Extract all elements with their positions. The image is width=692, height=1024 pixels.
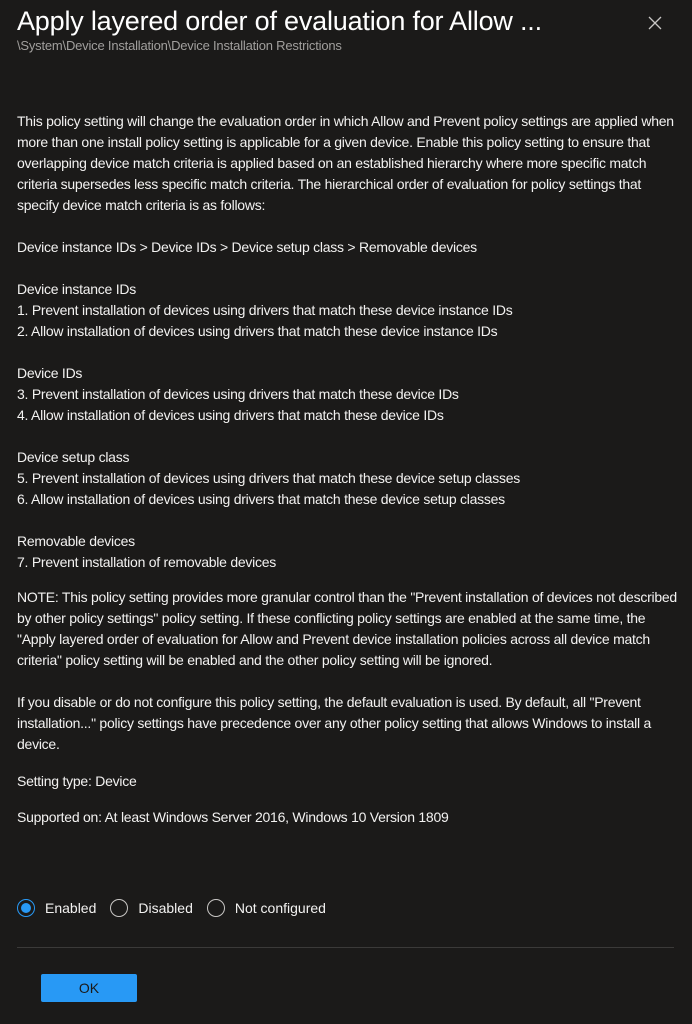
hierarchy-line: Device instance IDs > Device IDs > Device setup class > Removable devices [17,239,477,255]
breadcrumb: \System\Device Installation\Device Installation Restrictions [17,38,342,53]
radio-checked-icon[interactable] [17,899,35,917]
dialog-header [17,0,637,54]
group-item: 5. Prevent installation of devices using drivers that match these device setup classes [17,470,520,486]
ok-button[interactable]: OK [41,974,137,1002]
group-device-setup-class [17,447,677,510]
group-removable-devices [17,531,677,573]
radio-not-configured[interactable] [207,899,326,917]
policy-description [17,111,677,828]
disable-info-paragraph: If you disable or do not configure this policy setting, the default evaluation is used. By default, all "Prevent installation..." policy settings have precedence over any other policy setting that allows Windows to install a device. [17,694,652,752]
group-device-ids [17,363,677,426]
intro-paragraph: This policy setting will change the evaluation order in which Allow and Prevent policy settings are applied when more than one install policy setting is applicable for a given device. Enable this policy setting to ensure that overlapping device match criteria is applied based on an established hierarchy where more specific match criteria supersedes less specific match criteria. The hierarchical order of evaluation for policy settings that specify device match criteria is as follows: [17,113,674,213]
group-heading: Removable devices [17,533,135,549]
setting-type: Setting type: Device [17,773,137,789]
footer-divider [17,947,674,948]
group-heading: Device instance IDs [17,281,136,297]
supported-on: Supported on: At least Windows Server 2016, Windows 10 Version 1809 [17,809,449,825]
group-item: 4. Allow installation of devices using drivers that match these device IDs [17,407,444,423]
group-item: 7. Prevent installation of removable devices [17,554,277,570]
radio-label: Not configured [234,900,326,916]
close-button[interactable] [642,10,668,36]
radio-unchecked-icon[interactable] [110,899,128,917]
radio-label: Disabled [138,900,193,916]
group-heading: Device setup class [17,449,130,465]
group-device-instance-ids [17,279,677,342]
group-item: 6. Allow installation of devices using drivers that match these device setup classes [17,491,505,507]
radio-enabled[interactable] [17,899,96,917]
group-heading: Device IDs [17,365,83,381]
group-item: 2. Allow installation of devices using drivers that match these device instance IDs [17,323,498,339]
state-radio-group [17,899,340,917]
close-icon [647,15,663,31]
radio-disabled[interactable] [110,899,192,917]
note-paragraph: NOTE: This policy setting provides more granular control than the "Prevent installation of devices not described by other policy settings" policy setting. If these conflicting policy settings are enabled at the same time, the "Apply layered order of evaluation for Allow and Prevent device installation policies across all device match criteria" policy setting will be enabled and the other policy setting will be ignored. [17,589,677,668]
dialog-title: Apply layered order of evaluation for Allow ... [17,6,542,36]
group-item: 1. Prevent installation of devices using drivers that match these device instance IDs [17,302,513,318]
radio-unchecked-icon[interactable] [207,899,225,917]
group-item: 3. Prevent installation of devices using drivers that match these device IDs [17,386,459,402]
radio-label: Enabled [45,900,97,916]
